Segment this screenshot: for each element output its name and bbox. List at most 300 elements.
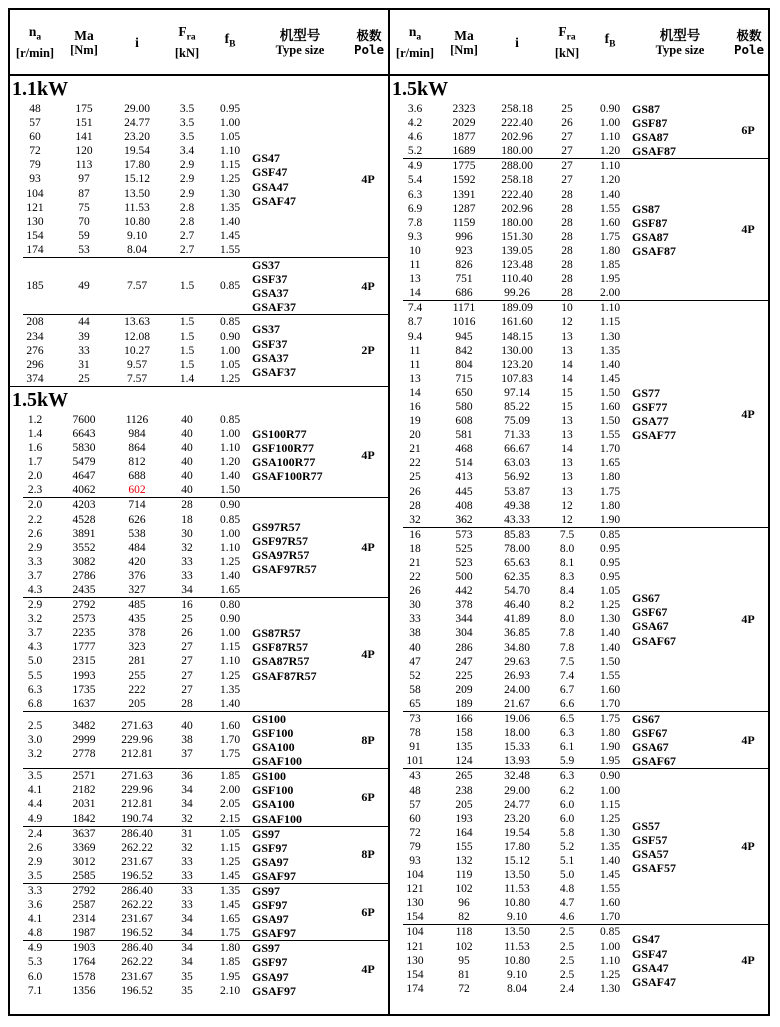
col-header-ma	[440, 28, 488, 57]
cell-i: 11.53	[504, 940, 530, 953]
cell-i: 15.12	[504, 854, 530, 867]
cell-fb: 0.90	[219, 499, 241, 512]
cell-ma: 132	[455, 854, 473, 867]
cell-na: 32	[409, 513, 421, 526]
cell-i: 29.00	[124, 103, 150, 115]
cell-fb: 1.10	[599, 131, 621, 144]
cell-fra: 2.5	[559, 968, 575, 981]
cell-na: 47	[409, 655, 421, 668]
power-section	[390, 76, 768, 996]
cell-fb: 1.50	[219, 484, 241, 497]
cell-na: 6.0	[27, 970, 43, 983]
type-size-label: GSA87	[632, 229, 669, 244]
cell-fra: 37	[181, 748, 193, 761]
cell-ma: 3637	[72, 827, 96, 840]
cell-fra: 13	[561, 330, 573, 343]
type-size-label: GSAF97	[252, 926, 297, 941]
cell-fra: 13	[561, 485, 573, 498]
cell-fra: 25	[561, 103, 573, 115]
cell-fb: 1.30	[599, 330, 621, 343]
cell-fra: 2.9	[179, 159, 195, 172]
cell-na: 3.6	[407, 103, 423, 115]
col-header-unit: Pole	[733, 41, 765, 57]
cell-ma: 3552	[72, 541, 96, 554]
type-size-list	[252, 769, 348, 825]
cell-fra: 2.4	[559, 982, 575, 995]
type-size-label: GSA97R57	[252, 547, 310, 562]
cell-fb: 1.35	[599, 840, 621, 853]
cell-na: 5.3	[27, 956, 43, 969]
cell-i: 130.00	[501, 344, 533, 357]
type-size-label: GS100R77	[252, 426, 307, 441]
cell-fra: 6.0	[559, 798, 575, 811]
cell-fb: 1.10	[219, 541, 241, 554]
cell-na: 19	[409, 415, 421, 428]
cell-na: 4.9	[27, 942, 43, 955]
section-title: 1.5kW	[392, 78, 449, 100]
cell-ma: 514	[455, 457, 473, 470]
cell-ma: 362	[455, 513, 473, 526]
cell-ma: 247	[455, 655, 473, 668]
spec-block	[390, 528, 768, 711]
cell-fra: 1.5	[179, 358, 195, 371]
cell-na: 5.2	[407, 145, 423, 158]
cell-na: 16	[409, 528, 421, 541]
cell-fra: 34	[181, 956, 193, 969]
cell-i: 229.96	[121, 733, 153, 746]
cell-ma: 1877	[452, 131, 476, 144]
pole-label: 4P	[361, 447, 375, 462]
cell-fra: 28	[561, 287, 573, 300]
col-header-symbol: $n_a$	[28, 24, 42, 43]
cell-fra: 28	[561, 216, 573, 229]
cell-na: 40	[409, 641, 421, 654]
cell-ma: 3891	[72, 527, 96, 540]
type-size-label: GSA97	[252, 854, 289, 869]
cell-fra: 26	[561, 117, 573, 130]
cell-i: 212.81	[121, 748, 153, 761]
col-header-ma	[60, 28, 108, 57]
cell-na: 1.2	[27, 413, 43, 426]
type-size-label: GSA97	[252, 912, 289, 927]
cell-ma: 413	[455, 471, 473, 484]
cell-na: 130	[26, 215, 44, 228]
cell-ma: 33	[78, 344, 90, 357]
cell-fb: 0.95	[599, 557, 621, 569]
cell-fb: 1.30	[599, 982, 621, 995]
cell-fb: 0.90	[219, 613, 241, 626]
cell-fra: 40	[181, 456, 193, 469]
numeric-grid	[10, 884, 252, 940]
cell-fra: 13	[561, 457, 573, 470]
cell-fra: 5.0	[559, 869, 575, 882]
cell-fb: 2.00	[219, 784, 241, 797]
cell-na: 3.3	[27, 884, 43, 897]
numeric-grid	[10, 498, 252, 597]
type-size-list	[632, 102, 728, 158]
cell-na: 4.9	[27, 812, 43, 825]
type-size-label: GS87R57	[252, 626, 301, 641]
cell-ma: 31	[78, 358, 90, 371]
col-header-fb	[208, 31, 252, 53]
cell-i: 21.67	[504, 697, 530, 710]
cell-fra: 3.5	[179, 117, 195, 130]
cell-fb: 1.40	[219, 215, 241, 228]
cell-i: 9.57	[126, 358, 148, 371]
cell-i: 222.40	[501, 188, 533, 201]
cell-fra: 5.9	[559, 755, 575, 768]
cell-i: 11.53	[124, 201, 150, 214]
cell-ma: 102	[455, 883, 473, 896]
cell-fra: 7.4	[559, 669, 575, 682]
type-size-list	[252, 941, 348, 997]
cell-fb: 1.00	[219, 527, 241, 540]
cell-ma: 1391	[452, 188, 476, 201]
spec-block	[10, 315, 388, 385]
cell-ma: 580	[455, 400, 473, 413]
cell-i: 78.00	[504, 542, 530, 555]
cell-fra: 2.8	[179, 215, 195, 228]
cell-na: 3.7	[27, 569, 43, 582]
cell-fb: 1.15	[599, 316, 621, 329]
cell-fb: 1.40	[599, 627, 621, 640]
cell-fb: 1.30	[599, 613, 621, 626]
cell-na: 121	[406, 940, 424, 953]
cell-ma: 193	[455, 812, 473, 825]
cell-i: 7.57	[126, 372, 148, 385]
cell-na: 3.7	[27, 627, 43, 640]
spec-block	[10, 413, 388, 498]
cell-i: 286.40	[121, 942, 153, 955]
cell-i: 435	[128, 613, 146, 626]
cell-i: 258.18	[501, 103, 533, 115]
cell-fra: 6.0	[559, 812, 575, 825]
cell-na: 26	[409, 585, 421, 598]
type-size-list	[632, 712, 728, 768]
cell-i: 11.53	[504, 883, 530, 896]
spec-block	[390, 301, 768, 527]
cell-fb: 1.35	[599, 344, 621, 357]
col-header-na	[10, 24, 60, 60]
cell-na: 185	[26, 280, 44, 293]
type-size-label: GS37	[252, 322, 281, 337]
cell-fb: 1.00	[599, 940, 621, 953]
cell-fb: 1.60	[599, 216, 621, 229]
cell-na: 25	[409, 471, 421, 484]
cell-i: 10.80	[504, 954, 530, 967]
cell-ma: 72	[458, 982, 470, 995]
type-size-label: GSA100	[252, 740, 295, 755]
cell-ma: 155	[455, 840, 473, 853]
cell-na: 22	[409, 457, 421, 470]
cell-i: 222.40	[501, 117, 533, 130]
type-size-label: GSF87R57	[252, 640, 309, 655]
cell-fra: 25	[181, 613, 193, 626]
cell-ma: 2031	[72, 798, 96, 811]
cell-i: 189.09	[501, 302, 533, 315]
type-size-label: GS97	[252, 826, 281, 841]
cell-i: 602	[128, 484, 146, 497]
cell-na: 2.6	[27, 527, 43, 540]
cell-fra: 38	[181, 733, 193, 746]
col-header-fb	[588, 31, 632, 53]
cell-i: 180.00	[501, 145, 533, 158]
cell-i: 23.20	[504, 812, 530, 825]
cell-ma: 442	[455, 585, 473, 598]
col-header-symbol: i	[135, 34, 139, 50]
cell-na: 2.9	[27, 599, 43, 612]
cell-fb: 1.70	[219, 733, 241, 746]
col-header-i	[488, 35, 546, 50]
cell-fb: 0.90	[599, 770, 621, 783]
cell-ma: 3369	[72, 841, 96, 854]
cell-na: 2.6	[27, 841, 43, 854]
cell-fb: 1.50	[599, 655, 621, 668]
numeric-grid	[390, 159, 632, 300]
cell-na: 2.5	[27, 719, 43, 732]
cell-fb: 1.10	[599, 302, 621, 315]
cell-i: 202.96	[501, 131, 533, 144]
cell-ma: 2792	[72, 599, 96, 612]
cell-i: 286.40	[121, 827, 153, 840]
cell-fra: 34	[181, 927, 193, 940]
cell-na: 4.4	[27, 798, 43, 811]
cell-na: 91	[409, 741, 421, 754]
col-header-symbol: i	[515, 34, 519, 50]
cell-ma: 96	[458, 897, 470, 910]
cell-na: 60	[409, 812, 421, 825]
cell-ma: 225	[455, 669, 473, 682]
cell-ma: 1764	[72, 956, 96, 969]
pole-label: 2P	[361, 343, 375, 358]
cell-fb: 1.40	[219, 697, 241, 710]
cell-fb: 1.05	[219, 358, 241, 371]
cell-na: 30	[409, 599, 421, 612]
cell-fra: 33	[181, 869, 193, 882]
cell-i: 258.18	[501, 174, 533, 187]
type-size-label: GSAF77	[632, 428, 677, 443]
type-size-label: GSA100	[252, 797, 295, 812]
cell-na: 2.3	[27, 484, 43, 497]
type-size-label: GSF67	[632, 726, 668, 741]
cell-na: 22	[409, 571, 421, 584]
col-header-pole	[348, 28, 390, 57]
cell-i: 24.00	[504, 683, 530, 696]
cell-ma: 2587	[72, 899, 96, 912]
cell-i: 46.40	[504, 599, 530, 612]
cell-na: 21	[409, 557, 421, 569]
cell-i: 36.85	[504, 627, 530, 640]
cell-fra: 1.4	[179, 372, 195, 385]
cell-fra: 2.5	[559, 954, 575, 967]
cell-na: 78	[409, 727, 421, 740]
cell-fra: 34	[181, 798, 193, 811]
cell-na: 10	[409, 244, 421, 257]
cell-ma: 238	[455, 784, 473, 797]
cell-ma: 2573	[72, 613, 96, 626]
type-size-label: GSA37	[252, 350, 289, 365]
cell-na: 14	[409, 287, 421, 300]
cell-fb: 1.65	[599, 457, 621, 470]
cell-ma: 1637	[72, 697, 96, 710]
cell-ma: 1171	[452, 302, 476, 315]
cell-ma: 826	[455, 259, 473, 272]
type-size-label: GSF100	[252, 783, 294, 798]
spec-block	[10, 258, 388, 314]
cell-ma: 164	[455, 826, 473, 839]
cell-i: 202.96	[501, 202, 533, 215]
cell-fb: 1.10	[219, 442, 241, 455]
cell-fb: 1.95	[599, 755, 621, 768]
type-size-list	[632, 386, 728, 442]
cell-i: 10.80	[124, 215, 150, 228]
cell-fb: 1.80	[599, 499, 621, 512]
cell-na: 7.4	[407, 302, 423, 315]
col-header-unit: [kN]	[554, 45, 580, 60]
numeric-grid	[10, 769, 252, 825]
cell-ma: 500	[455, 571, 473, 584]
type-size-label: GSF47	[252, 165, 288, 180]
spec-block	[10, 769, 388, 825]
cell-fb: 1.25	[219, 173, 241, 186]
section-title: 1.1kW	[12, 78, 69, 100]
cell-i: 262.22	[121, 956, 153, 969]
type-size-label: GSAF97	[252, 868, 297, 883]
cell-fra: 28	[181, 499, 193, 512]
cell-i: 281	[128, 655, 146, 668]
cell-fra: 40	[181, 470, 193, 483]
cell-na: 79	[409, 840, 421, 853]
pole-label: 6P	[741, 122, 755, 137]
cell-i: 43.33	[504, 513, 530, 526]
cell-na: 11	[409, 344, 421, 357]
numeric-grid	[390, 102, 632, 158]
cell-i: 53.87	[504, 485, 530, 498]
cell-fra: 34	[181, 942, 193, 955]
cell-na: 6.8	[27, 697, 43, 710]
cell-ma: 2585	[72, 869, 96, 882]
cell-i: 271.63	[121, 770, 153, 783]
cell-ma: 70	[78, 215, 90, 228]
cell-i: 139.05	[501, 244, 533, 257]
cell-na: 11	[409, 259, 421, 272]
cell-fra: 13	[561, 471, 573, 484]
spec-block	[390, 159, 768, 300]
cell-fra: 36	[181, 770, 193, 783]
cell-fb: 1.25	[599, 812, 621, 825]
pole-label: 4P	[741, 222, 755, 237]
cell-fra: 33	[181, 855, 193, 868]
cell-i: 812	[128, 456, 146, 469]
type-size-label: GSAF37	[252, 364, 297, 379]
col-header-symbol: $f_B$	[224, 31, 236, 50]
type-size-label: GS97	[252, 883, 281, 898]
cell-fb: 1.35	[219, 884, 241, 897]
type-size-label: GSAF87R57	[252, 668, 317, 683]
cell-na: 57	[29, 117, 41, 130]
numeric-grid	[10, 719, 252, 761]
cell-na: 4.8	[27, 927, 43, 940]
cell-i: 41.89	[504, 613, 530, 626]
cell-fb: 1.45	[599, 869, 621, 882]
cell-ma: 573	[455, 528, 473, 541]
cell-na: 72	[409, 826, 421, 839]
cell-na: 2.9	[27, 855, 43, 868]
type-size-label: GSF37	[252, 336, 288, 351]
cell-fra: 40	[181, 413, 193, 426]
cell-ma: 842	[455, 344, 473, 357]
type-size-label: GSAF100R77	[252, 469, 323, 484]
cell-na: 93	[409, 854, 421, 867]
cell-fb: 0.85	[599, 528, 621, 541]
cell-na: 101	[406, 755, 424, 768]
cell-ma: 468	[455, 443, 473, 456]
cell-fb: 1.15	[599, 798, 621, 811]
cell-i: 212.81	[121, 798, 153, 811]
cell-fb: 1.15	[219, 159, 241, 172]
type-size-label: GSAF37	[252, 300, 297, 315]
type-size-label: GSAF47	[632, 974, 677, 989]
cell-fra: 16	[181, 599, 193, 612]
col-header-symbol: $F_{ra}$	[178, 24, 196, 43]
cell-na: 65	[409, 697, 421, 710]
cell-ma: 49	[78, 280, 90, 293]
type-size-list	[632, 591, 728, 647]
cell-ma: 4062	[72, 484, 96, 497]
cell-fra: 12	[561, 316, 573, 329]
cell-fb: 1.55	[219, 243, 241, 256]
column-header-row	[390, 10, 768, 76]
cell-na: 6.9	[407, 202, 423, 215]
cell-fb: 1.10	[599, 160, 621, 173]
cell-fra: 27	[561, 174, 573, 187]
col-header-unit: [Nm]	[70, 42, 98, 57]
cell-ma: 118	[455, 926, 473, 939]
cell-i: 222	[128, 683, 146, 696]
cell-na: 3.5	[27, 869, 43, 882]
cell-fra: 28	[181, 697, 193, 710]
cell-ma: 75	[78, 201, 90, 214]
type-size-label: GS87	[632, 201, 661, 216]
type-size-label: GS97R57	[252, 519, 301, 534]
cell-na: 1.6	[27, 442, 43, 455]
type-size-label: GSF100	[252, 725, 294, 740]
numeric-grid	[10, 279, 252, 293]
cell-i: 262.22	[121, 899, 153, 912]
type-size-label: GSA77	[632, 414, 669, 429]
cell-fb: 1.55	[599, 202, 621, 215]
pole-label: 6P	[361, 789, 375, 804]
cell-fra: 10	[561, 302, 573, 315]
type-size-label: GSAF100	[252, 811, 303, 826]
cell-na: 14	[409, 386, 421, 399]
cell-fra: 33	[181, 569, 193, 582]
cell-fra: 28	[561, 188, 573, 201]
cell-na: 57	[409, 798, 421, 811]
cell-i: 148.15	[501, 330, 533, 343]
cell-fb: 0.85	[219, 513, 241, 526]
cell-i: 262.22	[121, 841, 153, 854]
cell-fb: 1.75	[599, 485, 621, 498]
cell-i: 110.40	[501, 273, 533, 286]
cell-ma: 124	[455, 755, 473, 768]
cell-i: 714	[128, 499, 146, 512]
cell-ma: 1578	[72, 970, 96, 983]
cell-ma: 5830	[72, 442, 96, 455]
cell-fra: 4.7	[559, 897, 575, 910]
cell-i: 19.06	[504, 713, 530, 726]
cell-ma: 686	[455, 287, 473, 300]
